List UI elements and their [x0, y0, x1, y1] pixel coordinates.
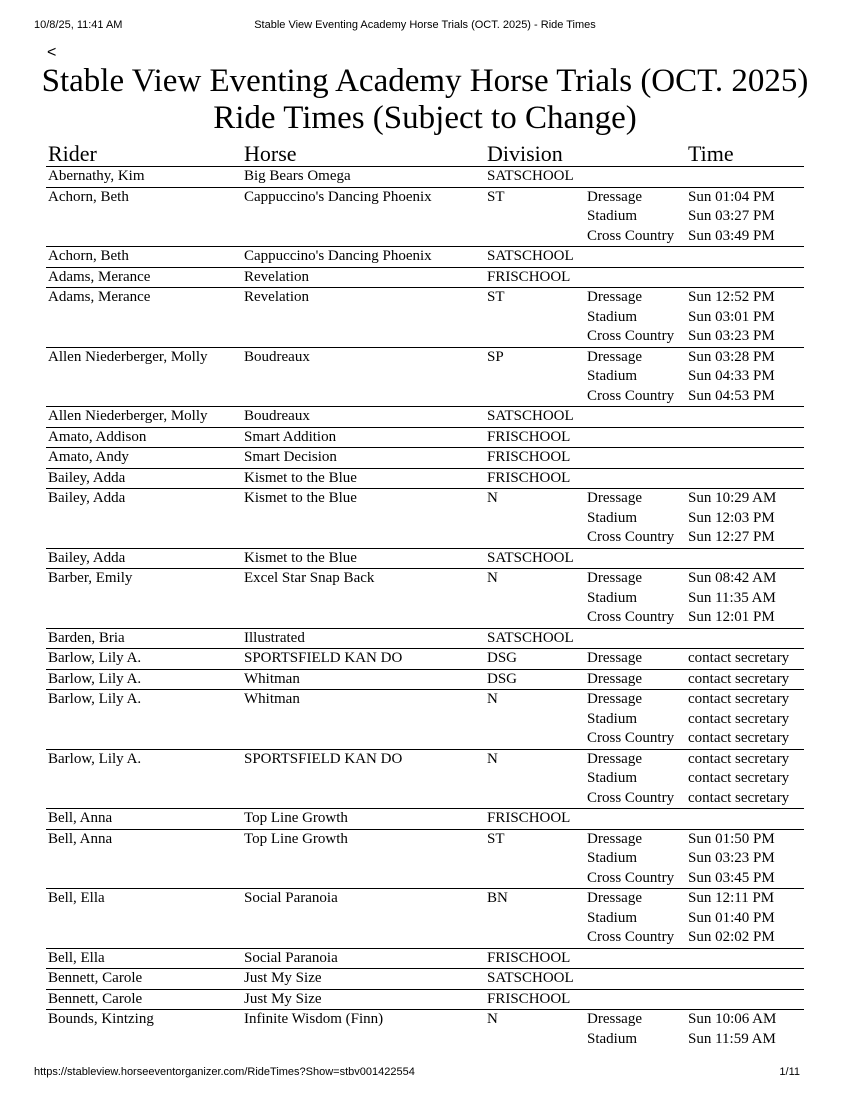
phase-label: Dressage: [587, 348, 642, 365]
table-row: [46, 347, 804, 407]
phase-label: Dressage: [587, 490, 642, 506]
cell-phases: [585, 809, 686, 830]
phase-label: Stadium: [587, 589, 638, 606]
ride-time: Sun 08:42 AM: [688, 570, 777, 586]
phase-label: Cross Country: [587, 869, 675, 886]
header-rider: Rider: [46, 139, 242, 167]
ride-time: Sun 10:29 AM: [688, 490, 777, 506]
cell-division: FRISCHOOL: [487, 990, 571, 1007]
table-row: [46, 468, 804, 489]
cell-phases: [585, 448, 686, 469]
cell-horse: Boudreaux: [244, 408, 310, 424]
cell-phases: [585, 187, 686, 247]
cell-rider: Bennett, Carole: [48, 970, 143, 986]
table-row: [46, 167, 804, 188]
ride-time: Sun 02:02 PM: [688, 929, 775, 945]
cell-times: [686, 267, 804, 288]
phase-label: Dressage: [587, 188, 642, 205]
phase-label: Dressage: [587, 1011, 642, 1027]
cell-times: [686, 407, 804, 428]
phase-label: Stadium: [587, 909, 638, 926]
table-row: [46, 690, 804, 750]
print-footer: [34, 1066, 816, 1082]
phase-label: Cross Country: [587, 328, 675, 344]
table-row: [46, 989, 804, 1010]
ride-time: Sun 03:28 PM: [688, 348, 775, 365]
ride-time: Sun 04:53 PM: [688, 387, 775, 404]
cell-times: [686, 187, 804, 247]
ride-time: Sun 03:45 PM: [688, 869, 775, 886]
cell-times: [686, 347, 804, 407]
cell-times: [686, 889, 804, 949]
phase-label: Dressage: [587, 830, 642, 847]
table-row: [46, 969, 804, 990]
table-row: [46, 569, 804, 629]
table-body: [46, 167, 804, 1050]
cell-horse: Top Line Growth: [244, 810, 348, 826]
phase-label: Stadium: [587, 368, 638, 384]
cell-division: N: [487, 570, 498, 586]
cell-horse: Smart Addition: [244, 428, 337, 445]
cell-division: N: [487, 691, 498, 707]
cell-phases: [585, 489, 686, 549]
ride-time: Sun 03:27 PM: [688, 208, 775, 224]
ride-time: Sun 10:06 AM: [688, 1011, 777, 1027]
page-title-line-1: Stable View Eventing Academy Horse Trials (OCT. 2025): [41, 63, 809, 99]
cell-division: FRISCHOOL: [487, 949, 571, 966]
cell-division: DSG: [487, 650, 518, 666]
phase-label: Stadium: [587, 710, 638, 727]
cell-division: ST: [487, 830, 505, 847]
cell-phases: [585, 407, 686, 428]
table-header-row: [46, 139, 804, 167]
cell-division: SP: [487, 348, 504, 365]
cell-rider: Barlow, Lily A.: [48, 650, 142, 666]
ride-time: Sun 12:11 PM: [688, 890, 775, 906]
table-row: [46, 247, 804, 268]
ride-time: Sun 11:59 AM: [688, 1030, 776, 1047]
cell-times: [686, 669, 804, 690]
cell-horse: Just My Size: [244, 970, 322, 986]
phase-label: Stadium: [587, 208, 638, 224]
ride-time: contact secretary: [688, 770, 790, 786]
cell-times: [686, 829, 804, 889]
cell-rider: Amato, Andy: [48, 449, 129, 465]
cell-horse: SPORTSFIELD KAN DO: [244, 750, 403, 767]
cell-division: FRISCHOOL: [487, 449, 571, 465]
cell-horse: Cappuccino's Dancing Phoenix: [244, 188, 432, 205]
ride-time: contact secretary: [688, 650, 790, 666]
phase-label: Cross Country: [587, 227, 675, 244]
cell-times: [686, 569, 804, 629]
cell-horse: Social Paranoia: [244, 890, 338, 906]
phase-label: Dressage: [587, 691, 642, 707]
table-row: [46, 948, 804, 969]
table-row: [46, 407, 804, 428]
header-division: Division: [485, 139, 585, 167]
cell-division: SATSCHOOL: [487, 549, 574, 566]
cell-times: [686, 489, 804, 549]
cell-phases: [585, 1010, 686, 1050]
cell-rider: Achorn, Beth: [48, 188, 129, 205]
cell-times: [686, 448, 804, 469]
ride-time: contact secretary: [688, 750, 790, 767]
header-time: Time: [686, 139, 804, 167]
ride-time: Sun 03:01 PM: [688, 308, 775, 325]
cell-times: [686, 548, 804, 569]
cell-rider: Barden, Bria: [48, 629, 125, 646]
cell-phases: [585, 569, 686, 629]
table-row: [46, 187, 804, 247]
cell-division: SATSCHOOL: [487, 970, 574, 986]
cell-horse: Whitman: [244, 691, 300, 707]
cell-phases: [585, 749, 686, 809]
cell-phases: [585, 649, 686, 670]
phase-label: Dressage: [587, 670, 642, 687]
phase-label: Stadium: [587, 770, 638, 786]
cell-rider: Adams, Merance: [48, 289, 151, 305]
cell-division: ST: [487, 188, 505, 205]
cell-horse: Whitman: [244, 670, 300, 687]
cell-rider: Adams, Merance: [48, 268, 151, 285]
cell-horse: Cappuccino's Dancing Phoenix: [244, 248, 432, 264]
table-row: [46, 1010, 804, 1050]
phase-label: Dressage: [587, 750, 642, 767]
cell-times: [686, 247, 804, 268]
cell-division: BN: [487, 890, 508, 906]
table-row: [46, 628, 804, 649]
ride-time: Sun 03:23 PM: [688, 850, 775, 866]
cell-phases: [585, 829, 686, 889]
cell-rider: Bell, Anna: [48, 830, 113, 847]
cell-division: ST: [487, 289, 505, 305]
phase-label: Dressage: [587, 890, 642, 906]
cell-rider: Bell, Ella: [48, 949, 105, 966]
ride-time: Sun 12:03 PM: [688, 509, 775, 526]
cell-division: SATSCHOOL: [487, 248, 574, 264]
cell-phases: [585, 427, 686, 448]
table-row: [46, 749, 804, 809]
phase-label: Cross Country: [587, 609, 675, 625]
cell-times: [686, 809, 804, 830]
cell-rider: Barlow, Lily A.: [48, 691, 142, 707]
cell-horse: Infinite Wisdom (Finn): [244, 1011, 384, 1027]
cell-horse: Boudreaux: [244, 348, 310, 365]
cell-times: [686, 690, 804, 750]
cell-division: SATSCHOOL: [487, 629, 574, 646]
cell-rider: Bounds, Kintzing: [48, 1011, 154, 1027]
ride-time: Sun 01:04 PM: [688, 188, 775, 205]
cell-phases: [585, 690, 686, 750]
table-row: [46, 288, 804, 348]
phase-label: Dressage: [587, 289, 642, 305]
cell-division: N: [487, 490, 498, 506]
phase-label: Stadium: [587, 1030, 638, 1047]
phase-label: Cross Country: [587, 387, 675, 404]
ride-time: Sun 03:49 PM: [688, 227, 775, 244]
table-row: [46, 448, 804, 469]
back-link[interactable]: <: [47, 44, 57, 61]
cell-phases: [585, 989, 686, 1010]
page-title: [0, 63, 850, 137]
cell-phases: [585, 468, 686, 489]
phase-label: Stadium: [587, 850, 638, 866]
print-doc-title: Stable View Eventing Academy Horse Trials (OCT. 2025) - Ride Times: [254, 19, 596, 31]
cell-horse: Kismet to the Blue: [244, 490, 357, 506]
cell-phases: [585, 288, 686, 348]
cell-horse: Excel Star Snap Back: [244, 570, 375, 586]
page-title-line-2: Ride Times (Subject to Change): [213, 100, 637, 136]
cell-times: [686, 1010, 804, 1050]
phase-label: Dressage: [587, 570, 642, 586]
cell-phases: [585, 347, 686, 407]
cell-rider: Bell, Ella: [48, 890, 105, 906]
print-datetime: 10/8/25, 11:41 AM: [34, 19, 123, 31]
cell-rider: Bailey, Adda: [48, 490, 126, 506]
cell-horse: Smart Decision: [244, 449, 337, 465]
ride-times-table: [46, 139, 804, 1049]
ride-time: Sun 12:01 PM: [688, 609, 775, 625]
print-page-number: 1/11: [779, 1066, 800, 1078]
cell-horse: Top Line Growth: [244, 830, 348, 847]
print-header: [34, 19, 816, 35]
phase-label: Cross Country: [587, 789, 675, 806]
ride-time: Sun 01:40 PM: [688, 909, 775, 926]
cell-division: FRISCHOOL: [487, 428, 571, 445]
phase-label: Cross Country: [587, 730, 675, 746]
cell-horse: Just My Size: [244, 990, 322, 1007]
phase-label: Dressage: [587, 650, 642, 666]
cell-rider: Bailey, Adda: [48, 469, 126, 486]
cell-rider: Allen Niederberger, Molly: [48, 408, 208, 424]
cell-division: N: [487, 750, 498, 767]
table-row: [46, 669, 804, 690]
cell-phases: [585, 548, 686, 569]
cell-times: [686, 948, 804, 969]
ride-time: Sun 01:50 PM: [688, 830, 775, 847]
table-row: [46, 649, 804, 670]
table-row: [46, 889, 804, 949]
cell-phases: [585, 628, 686, 649]
cell-division: FRISCHOOL: [487, 268, 571, 285]
cell-division: FRISCHOOL: [487, 469, 571, 486]
table-row: [46, 809, 804, 830]
cell-division: SATSCHOOL: [487, 408, 574, 424]
cell-division: DSG: [487, 670, 518, 687]
table-row: [46, 829, 804, 889]
cell-rider: Amato, Addison: [48, 428, 147, 445]
cell-horse: Kismet to the Blue: [244, 549, 357, 566]
cell-phases: [585, 247, 686, 268]
cell-times: [686, 969, 804, 990]
cell-rider: Allen Niederberger, Molly: [48, 348, 208, 365]
cell-times: [686, 167, 804, 188]
print-url: https://stableview.horseeventorganizer.com/RideTimes?Show=stbv001422554: [34, 1066, 415, 1078]
ride-time: Sun 12:52 PM: [688, 289, 775, 305]
ride-time: contact secretary: [688, 670, 790, 687]
ride-time: Sun 03:23 PM: [688, 328, 775, 344]
cell-rider: Barlow, Lily A.: [48, 750, 142, 767]
cell-horse: Kismet to the Blue: [244, 469, 357, 486]
ride-time: Sun 11:35 AM: [688, 589, 776, 606]
cell-division: SATSCHOOL: [487, 168, 574, 184]
cell-phases: [585, 167, 686, 188]
cell-times: [686, 468, 804, 489]
cell-horse: Revelation: [244, 268, 309, 285]
ride-time: contact secretary: [688, 691, 790, 707]
cell-division: N: [487, 1011, 498, 1027]
cell-phases: [585, 889, 686, 949]
cell-times: [686, 989, 804, 1010]
phase-label: Cross Country: [587, 529, 675, 545]
ride-time: contact secretary: [688, 730, 790, 746]
cell-rider: Achorn, Beth: [48, 248, 129, 264]
cell-times: [686, 649, 804, 670]
header-phase: [585, 139, 686, 167]
ride-time: Sun 04:33 PM: [688, 368, 775, 384]
cell-rider: Barlow, Lily A.: [48, 670, 142, 687]
cell-times: [686, 427, 804, 448]
cell-horse: Big Bears Omega: [244, 168, 351, 184]
cell-phases: [585, 948, 686, 969]
phase-label: Stadium: [587, 509, 638, 526]
phase-label: Stadium: [587, 308, 638, 325]
cell-horse: SPORTSFIELD KAN DO: [244, 650, 403, 666]
cell-rider: Barber, Emily: [48, 570, 133, 586]
cell-rider: Abernathy, Kim: [48, 168, 145, 184]
phase-label: Cross Country: [587, 929, 675, 945]
ride-time: Sun 12:27 PM: [688, 529, 775, 545]
cell-times: [686, 628, 804, 649]
table-row: [46, 548, 804, 569]
cell-horse: Revelation: [244, 289, 309, 305]
cell-rider: Bailey, Adda: [48, 549, 126, 566]
table-row: [46, 489, 804, 549]
ride-time: contact secretary: [688, 789, 790, 806]
cell-rider: Bell, Anna: [48, 810, 113, 826]
table-row: [46, 267, 804, 288]
cell-rider: Bennett, Carole: [48, 990, 143, 1007]
cell-phases: [585, 669, 686, 690]
cell-times: [686, 749, 804, 809]
cell-division: FRISCHOOL: [487, 810, 571, 826]
cell-horse: Illustrated: [244, 629, 305, 646]
cell-phases: [585, 267, 686, 288]
header-horse: Horse: [242, 139, 485, 167]
cell-phases: [585, 969, 686, 990]
ride-time: contact secretary: [688, 710, 790, 727]
table-row: [46, 427, 804, 448]
cell-times: [686, 288, 804, 348]
cell-horse: Social Paranoia: [244, 949, 338, 966]
